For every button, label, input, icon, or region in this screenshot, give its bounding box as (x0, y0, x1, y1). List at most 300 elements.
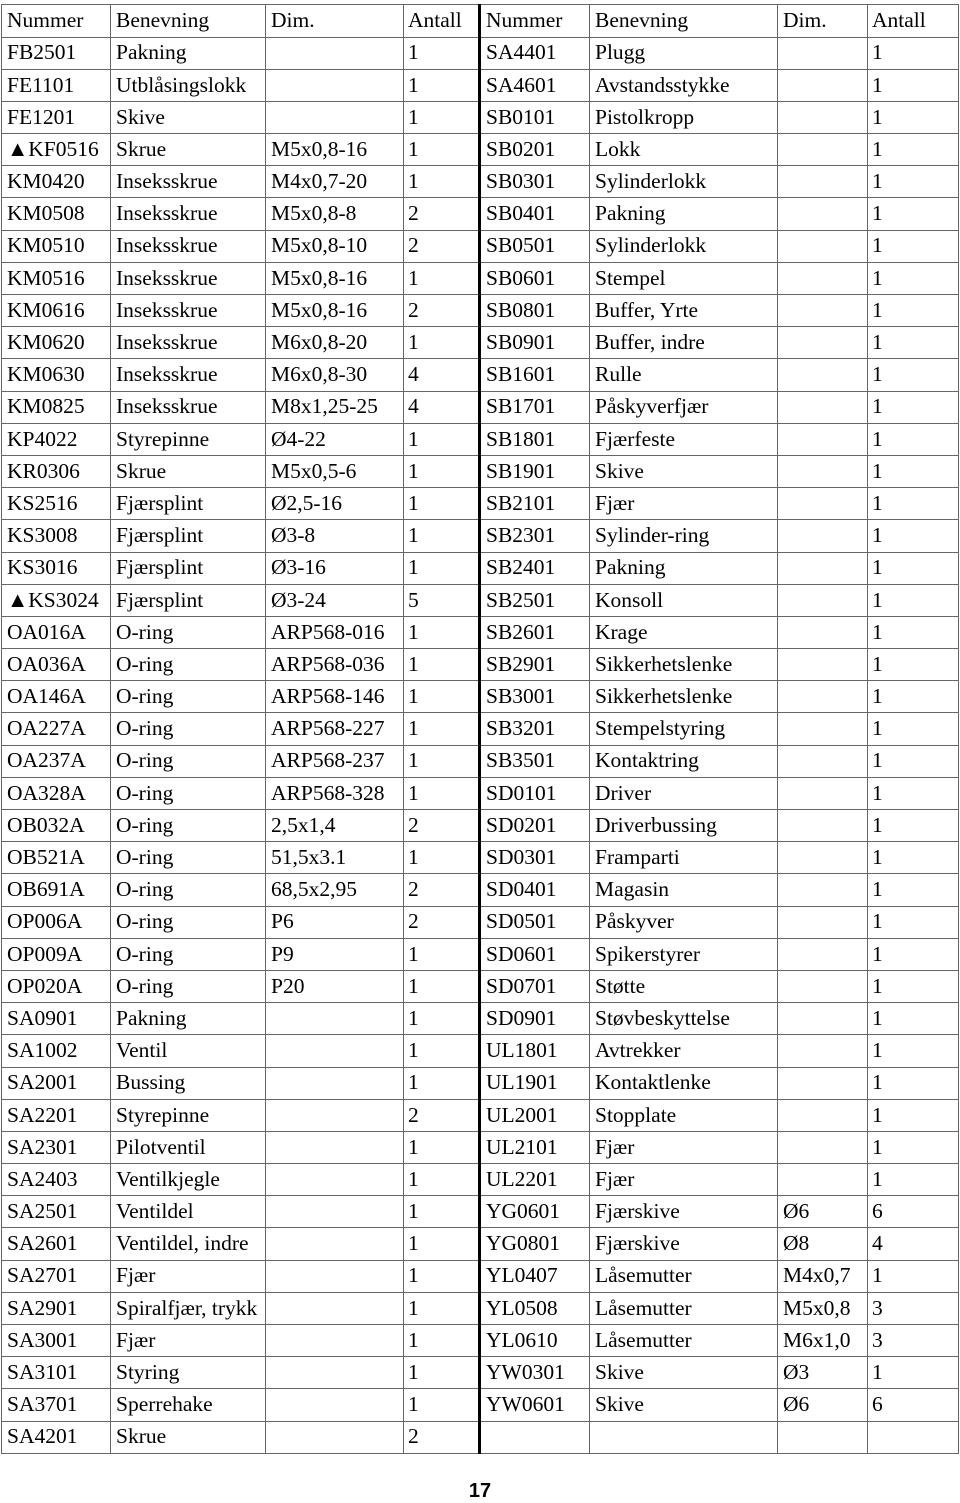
right-dim-cell (778, 262, 868, 294)
left-benevning-cell: Bussing (111, 1067, 266, 1099)
right-nummer-cell: SB0301 (480, 166, 590, 198)
left-dim-cell (266, 1003, 404, 1035)
header-benevning: Benevning (590, 5, 778, 38)
left-dim-cell: ARP568-237 (266, 745, 404, 777)
right-antall-cell: 1 (868, 906, 959, 938)
left-antall-cell: 2 (404, 198, 480, 230)
left-nummer-cell: OP009A (2, 938, 111, 970)
right-dim-cell: M6x1,0 (778, 1325, 868, 1357)
right-benevning-cell: Spikerstyrer (590, 938, 778, 970)
left-nummer-cell: ▲KF0516 (2, 134, 111, 166)
right-dim-cell: Ø6 (778, 1196, 868, 1228)
empty-cell (480, 1421, 590, 1453)
right-benevning-cell: Driverbussing (590, 810, 778, 842)
left-benevning-cell: Inseksskrue (111, 198, 266, 230)
left-antall-cell: 5 (404, 584, 480, 616)
left-antall-cell: 1 (404, 1164, 480, 1196)
left-antall-cell: 1 (404, 616, 480, 648)
right-antall-cell: 1 (868, 616, 959, 648)
table-row (2, 295, 959, 327)
right-antall-cell: 1 (868, 230, 959, 262)
left-dim-cell: M8x1,25-25 (266, 391, 404, 423)
left-nummer-cell: OB032A (2, 810, 111, 842)
right-dim-cell: M4x0,7 (778, 1260, 868, 1292)
right-antall-cell: 3 (868, 1292, 959, 1324)
right-dim-cell (778, 649, 868, 681)
left-nummer-cell: OB691A (2, 874, 111, 906)
left-antall-cell: 1 (404, 423, 480, 455)
left-dim-cell: ARP568-016 (266, 616, 404, 648)
left-dim-cell: M5x0,8-16 (266, 134, 404, 166)
right-dim-cell (778, 230, 868, 262)
left-benevning-cell: O-ring (111, 713, 266, 745)
table-row (2, 69, 959, 101)
right-dim-cell (778, 1164, 868, 1196)
right-dim-cell (778, 488, 868, 520)
right-nummer-cell: UL2201 (480, 1164, 590, 1196)
right-dim-cell (778, 745, 868, 777)
right-nummer-cell: SA4401 (480, 37, 590, 69)
left-antall-cell: 4 (404, 391, 480, 423)
right-antall-cell: 1 (868, 552, 959, 584)
table-row (2, 359, 959, 391)
left-benevning-cell: Ventilkjegle (111, 1164, 266, 1196)
left-nummer-cell: SA3701 (2, 1389, 111, 1421)
right-dim-cell (778, 166, 868, 198)
right-antall-cell: 1 (868, 134, 959, 166)
table-row (2, 552, 959, 584)
table-row (2, 842, 959, 874)
left-dim-cell (266, 1260, 404, 1292)
right-nummer-cell: SD0301 (480, 842, 590, 874)
header-nummer: Nummer (480, 5, 590, 38)
right-benevning-cell: Buffer, Yrte (590, 295, 778, 327)
left-antall-cell: 1 (404, 1389, 480, 1421)
left-antall-cell: 1 (404, 649, 480, 681)
table-row (2, 1228, 959, 1260)
right-nummer-cell: YG0801 (480, 1228, 590, 1260)
left-nummer-cell: SA2901 (2, 1292, 111, 1324)
left-benevning-cell: O-ring (111, 874, 266, 906)
left-dim-cell: P9 (266, 938, 404, 970)
table-row (2, 681, 959, 713)
left-nummer-cell: KM0508 (2, 198, 111, 230)
right-nummer-cell: SB0401 (480, 198, 590, 230)
header-benevning: Benevning (111, 5, 266, 38)
left-benevning-cell: Inseksskrue (111, 295, 266, 327)
left-nummer-cell: SA3001 (2, 1325, 111, 1357)
table-row (2, 1003, 959, 1035)
right-nummer-cell: SB0101 (480, 101, 590, 133)
table-row (2, 1389, 959, 1421)
empty-cell (778, 1421, 868, 1453)
left-dim-cell: M4x0,7-20 (266, 166, 404, 198)
table-row (2, 810, 959, 842)
right-dim-cell (778, 455, 868, 487)
left-nummer-cell: KP4022 (2, 423, 111, 455)
left-dim-cell (266, 1099, 404, 1131)
right-dim-cell (778, 616, 868, 648)
right-antall-cell: 1 (868, 1099, 959, 1131)
table-row (2, 1099, 959, 1131)
right-dim-cell (778, 391, 868, 423)
right-dim-cell (778, 37, 868, 69)
right-benevning-cell: Framparti (590, 842, 778, 874)
table-row (2, 745, 959, 777)
left-nummer-cell: KM0630 (2, 359, 111, 391)
left-dim-cell (266, 37, 404, 69)
left-benevning-cell: O-ring (111, 649, 266, 681)
right-nummer-cell: SD0101 (480, 777, 590, 809)
left-nummer-cell: SA2701 (2, 1260, 111, 1292)
left-nummer-cell: OB521A (2, 842, 111, 874)
right-antall-cell: 1 (868, 681, 959, 713)
right-dim-cell (778, 584, 868, 616)
left-benevning-cell: Ventildel, indre (111, 1228, 266, 1260)
left-antall-cell: 1 (404, 520, 480, 552)
left-dim-cell: 68,5x2,95 (266, 874, 404, 906)
left-benevning-cell: O-ring (111, 777, 266, 809)
left-antall-cell: 1 (404, 262, 480, 294)
left-dim-cell: Ø3-24 (266, 584, 404, 616)
left-dim-cell: M5x0,5-6 (266, 455, 404, 487)
left-dim-cell (266, 69, 404, 101)
left-antall-cell: 1 (404, 1003, 480, 1035)
left-nummer-cell: KR0306 (2, 455, 111, 487)
right-benevning-cell: Rulle (590, 359, 778, 391)
right-antall-cell: 1 (868, 101, 959, 133)
table-row (2, 1421, 959, 1453)
left-benevning-cell: Inseksskrue (111, 262, 266, 294)
left-nummer-cell: OA328A (2, 777, 111, 809)
left-dim-cell (266, 1292, 404, 1324)
right-nummer-cell: SB0801 (480, 295, 590, 327)
left-benevning-cell: Pakning (111, 37, 266, 69)
right-benevning-cell: Fjærskive (590, 1196, 778, 1228)
left-antall-cell: 1 (404, 713, 480, 745)
table-row (2, 1035, 959, 1067)
right-antall-cell: 6 (868, 1389, 959, 1421)
right-antall-cell: 1 (868, 262, 959, 294)
right-antall-cell: 1 (868, 1164, 959, 1196)
left-benevning-cell: Ventil (111, 1035, 266, 1067)
right-antall-cell: 1 (868, 1260, 959, 1292)
right-benevning-cell: Låsemutter (590, 1260, 778, 1292)
right-antall-cell: 1 (868, 1035, 959, 1067)
right-dim-cell (778, 1131, 868, 1163)
right-nummer-cell: SD0501 (480, 906, 590, 938)
left-dim-cell: M5x0,8-16 (266, 295, 404, 327)
right-nummer-cell: SB2901 (480, 649, 590, 681)
right-benevning-cell: Stempel (590, 262, 778, 294)
left-nummer-cell: ▲KS3024 (2, 584, 111, 616)
left-benevning-cell: O-ring (111, 842, 266, 874)
right-benevning-cell: Krage (590, 616, 778, 648)
parts-list-body (2, 5, 959, 1454)
left-dim-cell: Ø2,5-16 (266, 488, 404, 520)
left-nummer-cell: KM0510 (2, 230, 111, 262)
right-benevning-cell: Pakning (590, 198, 778, 230)
right-benevning-cell: Sikkerhetslenke (590, 649, 778, 681)
right-antall-cell: 1 (868, 745, 959, 777)
right-antall-cell: 1 (868, 649, 959, 681)
right-benevning-cell: Pistolkropp (590, 101, 778, 133)
left-antall-cell: 2 (404, 810, 480, 842)
left-nummer-cell: KM0420 (2, 166, 111, 198)
left-nummer-cell: SA2501 (2, 1196, 111, 1228)
right-antall-cell: 4 (868, 1228, 959, 1260)
right-nummer-cell: SB1901 (480, 455, 590, 487)
left-benevning-cell: O-ring (111, 810, 266, 842)
right-antall-cell: 1 (868, 874, 959, 906)
left-benevning-cell: Fjærsplint (111, 552, 266, 584)
right-nummer-cell: SB0901 (480, 327, 590, 359)
right-dim-cell (778, 842, 868, 874)
right-antall-cell: 1 (868, 970, 959, 1002)
right-antall-cell: 1 (868, 1067, 959, 1099)
right-benevning-cell: Magasin (590, 874, 778, 906)
right-dim-cell (778, 1035, 868, 1067)
right-antall-cell: 1 (868, 327, 959, 359)
left-dim-cell: Ø3-8 (266, 520, 404, 552)
left-dim-cell: 51,5x3.1 (266, 842, 404, 874)
right-benevning-cell: Sylinderlokk (590, 230, 778, 262)
right-dim-cell (778, 101, 868, 133)
left-antall-cell: 1 (404, 1325, 480, 1357)
right-benevning-cell: Sylinder-ring (590, 520, 778, 552)
right-antall-cell: 1 (868, 423, 959, 455)
right-antall-cell: 1 (868, 584, 959, 616)
right-antall-cell: 1 (868, 938, 959, 970)
right-nummer-cell: UL2001 (480, 1099, 590, 1131)
table-row (2, 970, 959, 1002)
right-antall-cell: 3 (868, 1325, 959, 1357)
left-antall-cell: 1 (404, 1131, 480, 1163)
right-benevning-cell: Konsoll (590, 584, 778, 616)
left-antall-cell: 2 (404, 1099, 480, 1131)
right-nummer-cell: YG0601 (480, 1196, 590, 1228)
left-antall-cell: 1 (404, 1357, 480, 1389)
right-antall-cell: 1 (868, 488, 959, 520)
left-dim-cell (266, 1325, 404, 1357)
right-benevning-cell: Plugg (590, 37, 778, 69)
right-benevning-cell: Påskyverfjær (590, 391, 778, 423)
left-antall-cell: 1 (404, 552, 480, 584)
left-antall-cell: 1 (404, 1067, 480, 1099)
left-antall-cell: 1 (404, 842, 480, 874)
right-nummer-cell: SD0601 (480, 938, 590, 970)
right-nummer-cell: SB2601 (480, 616, 590, 648)
right-benevning-cell: Støvbeskyttelse (590, 1003, 778, 1035)
left-benevning-cell: Ventildel (111, 1196, 266, 1228)
left-benevning-cell: Pilotventil (111, 1131, 266, 1163)
right-benevning-cell: Fjær (590, 488, 778, 520)
table-row (2, 488, 959, 520)
left-dim-cell: Ø3-16 (266, 552, 404, 584)
table-row (2, 230, 959, 262)
left-antall-cell: 2 (404, 230, 480, 262)
left-dim-cell: M6x0,8-20 (266, 327, 404, 359)
left-antall-cell: 1 (404, 327, 480, 359)
left-benevning-cell: Skive (111, 101, 266, 133)
left-dim-cell: P6 (266, 906, 404, 938)
left-benevning-cell: Fjærsplint (111, 584, 266, 616)
right-dim-cell (778, 938, 868, 970)
left-dim-cell (266, 1228, 404, 1260)
left-benevning-cell: Inseksskrue (111, 359, 266, 391)
header-dim: Dim. (778, 5, 868, 38)
right-dim-cell (778, 69, 868, 101)
right-nummer-cell: YW0301 (480, 1357, 590, 1389)
right-dim-cell (778, 1099, 868, 1131)
table-row (2, 906, 959, 938)
empty-cell (590, 1421, 778, 1453)
right-benevning-cell: Stempelstyring (590, 713, 778, 745)
table-row (2, 134, 959, 166)
right-nummer-cell: SD0701 (480, 970, 590, 1002)
right-nummer-cell: YL0610 (480, 1325, 590, 1357)
right-dim-cell (778, 810, 868, 842)
right-antall-cell: 1 (868, 810, 959, 842)
left-antall-cell: 1 (404, 455, 480, 487)
left-nummer-cell: SA0901 (2, 1003, 111, 1035)
right-benevning-cell: Avstandsstykke (590, 69, 778, 101)
left-antall-cell: 1 (404, 166, 480, 198)
right-benevning-cell: Kontaktring (590, 745, 778, 777)
left-benevning-cell: Skrue (111, 1421, 266, 1453)
left-nummer-cell: OA227A (2, 713, 111, 745)
left-benevning-cell: O-ring (111, 906, 266, 938)
left-antall-cell: 1 (404, 1228, 480, 1260)
left-nummer-cell: SA2001 (2, 1067, 111, 1099)
table-row (2, 1067, 959, 1099)
right-antall-cell: 1 (868, 842, 959, 874)
left-dim-cell (266, 1164, 404, 1196)
left-benevning-cell: Fjær (111, 1325, 266, 1357)
table-row (2, 37, 959, 69)
left-nummer-cell: SA2201 (2, 1099, 111, 1131)
right-nummer-cell: SB1601 (480, 359, 590, 391)
right-antall-cell: 1 (868, 713, 959, 745)
right-nummer-cell: SB1801 (480, 423, 590, 455)
right-benevning-cell: Skive (590, 1389, 778, 1421)
table-row (2, 1164, 959, 1196)
right-nummer-cell: YW0601 (480, 1389, 590, 1421)
right-nummer-cell: SB2401 (480, 552, 590, 584)
right-nummer-cell: SB3501 (480, 745, 590, 777)
left-benevning-cell: Styrepinne (111, 1099, 266, 1131)
table-row (2, 101, 959, 133)
right-dim-cell (778, 327, 868, 359)
table-row (2, 198, 959, 230)
right-benevning-cell: Buffer, indre (590, 327, 778, 359)
left-nummer-cell: SA2403 (2, 1164, 111, 1196)
left-nummer-cell: OA036A (2, 649, 111, 681)
right-dim-cell (778, 134, 868, 166)
table-row (2, 391, 959, 423)
right-dim-cell (778, 423, 868, 455)
right-dim-cell (778, 681, 868, 713)
left-dim-cell: ARP568-227 (266, 713, 404, 745)
header-dim: Dim. (266, 5, 404, 38)
left-dim-cell: M5x0,8-8 (266, 198, 404, 230)
left-antall-cell: 2 (404, 906, 480, 938)
right-nummer-cell: UL1801 (480, 1035, 590, 1067)
right-benevning-cell: Skive (590, 1357, 778, 1389)
right-benevning-cell: Påskyver (590, 906, 778, 938)
right-nummer-cell: SB2301 (480, 520, 590, 552)
left-nummer-cell: OP006A (2, 906, 111, 938)
right-antall-cell: 1 (868, 198, 959, 230)
table-row (2, 1196, 959, 1228)
left-benevning-cell: Inseksskrue (111, 327, 266, 359)
right-antall-cell: 6 (868, 1196, 959, 1228)
table-row (2, 423, 959, 455)
right-antall-cell: 1 (868, 455, 959, 487)
right-antall-cell: 1 (868, 37, 959, 69)
left-nummer-cell: FB2501 (2, 37, 111, 69)
left-nummer-cell: KS3008 (2, 520, 111, 552)
left-dim-cell: Ø4-22 (266, 423, 404, 455)
right-benevning-cell: Lokk (590, 134, 778, 166)
right-nummer-cell: YL0407 (480, 1260, 590, 1292)
right-dim-cell (778, 713, 868, 745)
right-dim-cell (778, 552, 868, 584)
left-antall-cell: 1 (404, 1035, 480, 1067)
right-benevning-cell: Fjær (590, 1131, 778, 1163)
left-dim-cell (266, 1389, 404, 1421)
right-dim-cell (778, 970, 868, 1002)
left-nummer-cell: KM0620 (2, 327, 111, 359)
left-benevning-cell: Fjærsplint (111, 488, 266, 520)
left-antall-cell: 1 (404, 970, 480, 1002)
right-dim-cell (778, 1067, 868, 1099)
right-nummer-cell: UL1901 (480, 1067, 590, 1099)
left-dim-cell (266, 1131, 404, 1163)
table-row (2, 1292, 959, 1324)
left-benevning-cell: Sperrehake (111, 1389, 266, 1421)
right-benevning-cell: Låsemutter (590, 1292, 778, 1324)
table-row (2, 616, 959, 648)
right-antall-cell: 1 (868, 520, 959, 552)
left-antall-cell: 1 (404, 777, 480, 809)
empty-cell (868, 1421, 959, 1453)
left-antall-cell: 2 (404, 1421, 480, 1453)
page-number: 17 (468, 1480, 492, 1502)
left-nummer-cell: KM0825 (2, 391, 111, 423)
right-benevning-cell: Avtrekker (590, 1035, 778, 1067)
right-nummer-cell: SB3201 (480, 713, 590, 745)
table-row (2, 1131, 959, 1163)
right-nummer-cell: SD0401 (480, 874, 590, 906)
table-row (2, 874, 959, 906)
left-benevning-cell: Inseksskrue (111, 230, 266, 262)
left-nummer-cell: OP020A (2, 970, 111, 1002)
left-benevning-cell: Styring (111, 1357, 266, 1389)
left-antall-cell: 1 (404, 938, 480, 970)
right-dim-cell: Ø3 (778, 1357, 868, 1389)
right-dim-cell (778, 295, 868, 327)
right-dim-cell (778, 777, 868, 809)
right-dim-cell: M5x0,8 (778, 1292, 868, 1324)
left-dim-cell (266, 1196, 404, 1228)
left-antall-cell: 2 (404, 295, 480, 327)
left-benevning-cell: Inseksskrue (111, 391, 266, 423)
right-benevning-cell: Fjærskive (590, 1228, 778, 1260)
right-benevning-cell: Skive (590, 455, 778, 487)
table-row (2, 455, 959, 487)
right-nummer-cell: UL2101 (480, 1131, 590, 1163)
